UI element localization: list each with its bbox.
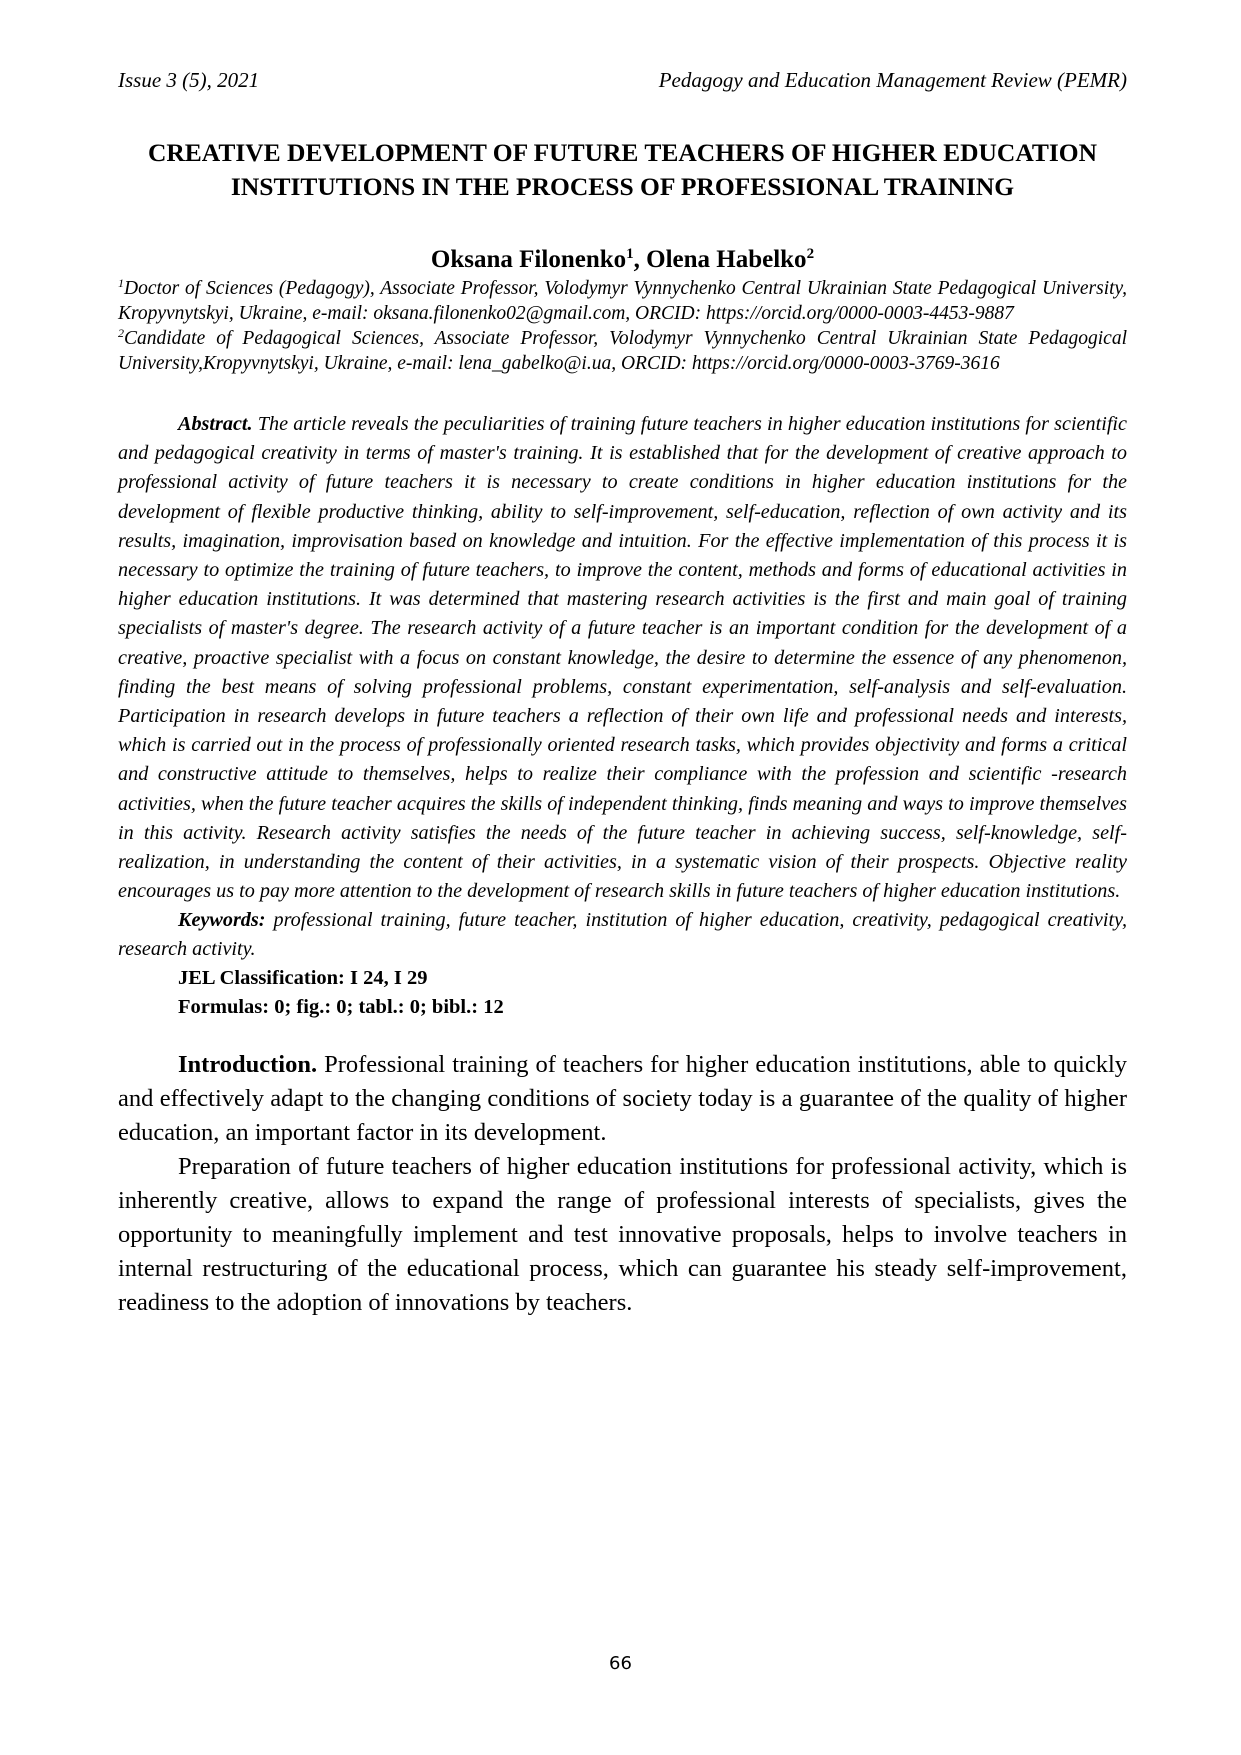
- page: [118, 66, 1127, 1320]
- affiliation-text: Candidate of Pedagogical Sciences, Associate Professor, Volodymyr Vynnychenko Central Ukrainian State Pedagogical University,Kropyvnytskyi, Ukraine, e-mail: lena_gabelko@i.ua, ORCID: https://orcid.org/0000-0003-3769-3616: [118, 328, 1127, 374]
- keywords-label: Keywords:: [178, 909, 266, 932]
- article-title: CREATIVE DEVELOPMENT OF FUTURE TEACHERS OF HIGHER EDUCATION INSTITUTIONS IN THE PROCESS OF PROFESSIONAL TRAINING: [147, 138, 1098, 201]
- affiliation-text: Doctor of Sciences (Pedagogy), Associate Professor, Volodymyr Vynnychenko Central Ukrainian State Pedagogical University, Kropyvnytskyi, Ukraine, e-mail: oksana.filonenko02@gmail.com, ORCID: https://orcid.org/0000-0003-4453-9887: [118, 278, 1127, 324]
- affiliation-mark: 1: [118, 276, 124, 290]
- abstract: [118, 410, 1127, 906]
- author-name: Olena Habelko: [646, 246, 807, 273]
- affiliation-mark: 2: [118, 326, 124, 340]
- keywords-text: professional training, future teacher, institution of higher education, creativity, pedagogical creativity, research activity.: [118, 909, 1127, 961]
- running-head: [118, 66, 1127, 94]
- author-separator: ,: [633, 246, 647, 273]
- author-mark: 1: [626, 246, 634, 262]
- author-list: [118, 244, 1127, 276]
- keywords: [118, 906, 1127, 964]
- author-mark: 2: [806, 246, 815, 262]
- jel-classification: JEL Classification: I 24, I 29: [178, 967, 428, 990]
- introduction-text: Professional training of teachers for higher education institutions, able to quickly and effectively adapt to the changing conditions of society today is a guarantee of the quality of higher education, an important factor in its development.: [118, 1051, 1128, 1147]
- affiliation: [118, 326, 1127, 376]
- introduction-label: Introduction.: [178, 1051, 318, 1079]
- introduction-paragraph: [118, 1048, 1127, 1150]
- body-paragraph: Preparation of future teachers of higher education institutions for professional activity, which is inherently creative, allows to expand the range of professional interests of specialists, gives the opportunity to meaningfully implement and test innovative proposals, helps to involve teachers in internal restructuring of the educational process, which can guarantee his steady self-improvement, readiness to the adoption of innovations by teachers.: [118, 1153, 1127, 1317]
- issue-label: Issue 3 (5), 2021: [118, 68, 260, 92]
- journal-name: Pedagogy and Education Management Review (PEMR): [658, 68, 1127, 92]
- formulas-count: Formulas: 0; fig.: 0; tabl.: 0; bibl.: 12: [178, 996, 504, 1019]
- author-name: Oksana Filonenko: [430, 246, 627, 273]
- affiliation: [118, 276, 1127, 326]
- page-number: 66: [609, 1653, 632, 1674]
- abstract-label: Abstract.: [178, 413, 253, 435]
- abstract-text: The article reveals the peculiarities of training future teachers in higher education institutions for scientific and pedagogical creativity in terms of master's training. It is established that for the development of creative approach to professional activity of future teachers it is necessary to create conditions in higher education institutions for the development of flexible productive thinking, ability to self-improvement, self-education, reflection of own activity and its results, imagination, improvisation based on knowledge and intuition. For the effective implementation of this process it is necessary to optimize the training of future teachers, to improve the content, methods and forms of educational activities in higher education institutions. It was determined that mastering research activities is the first and main goal of training specialists of master's degree. The research activity of a future teacher is an important condition for the development of a creative, proactive specialist with a focus on constant knowledge, the desire to determine the essence of any phenomenon, finding the best means of solving professional problems, constant experimentation, self-analysis and self-evaluation. Participation in research develops in future teachers a reflection of their own life and professional needs and interests, which is carried out in the process of professionally oriented research tasks, which provides objectivity and forms a critical and constructive attitude to themselves, helps to realize their compliance with the profession and scientific -research activities, when the future teacher acquires the skills of independent thinking, finds meaning and ways to improve themselves in this activity. Research activity satisfies the needs of the future teacher in achieving success, self-knowledge, self-realization, in understanding the content of their activities, in a systematic vision of their prospects. Objective reality encourages us to pay more attention to the development of research skills in future teachers of higher education institutions.: [118, 413, 1127, 903]
